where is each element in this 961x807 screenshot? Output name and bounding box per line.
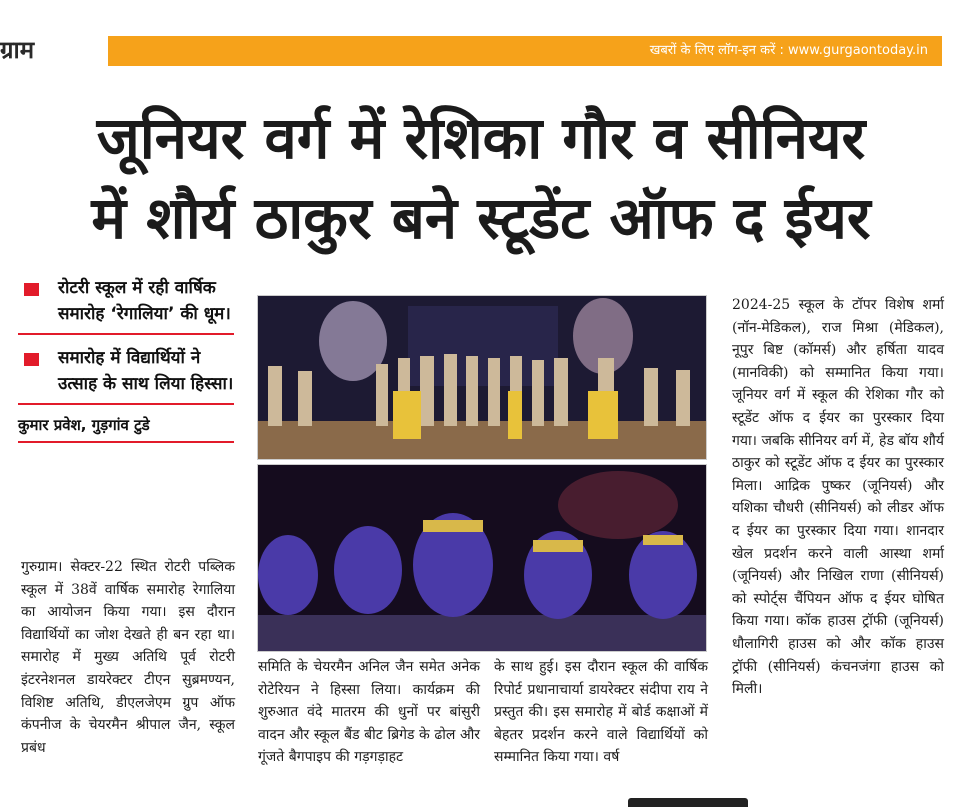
- masthead-band: [108, 36, 942, 66]
- highlights-box: [18, 275, 234, 443]
- red-bullet-icon: [24, 353, 39, 366]
- event-photo-stage: [257, 295, 707, 460]
- login-url-text[interactable]: खबरों के लिए लॉग-इन करें : www.gurgaontoday.in: [649, 43, 928, 58]
- section-title: ग्राम: [0, 36, 35, 64]
- divider: [18, 403, 234, 405]
- headline: [10, 98, 952, 258]
- article-paragraph: के साथ हुई। इस दौरान स्कूल की वार्षिक रिपोर्ट प्रधानाचार्या डायरेक्टर संदीपा राय ने प्रस्तुत की। इस समारोह में बोर्ड कक्षाओं में बेहतर प्रदर्शन करने वाले विद्यार्थियों को सम्मानित किया गया। वर्ष: [494, 659, 708, 766]
- stage-photo-illustration: [258, 296, 706, 459]
- divider: [18, 333, 234, 335]
- event-photo-dance: [257, 464, 707, 652]
- byline: कुमार प्रवेश, गुड़गांव टुडे: [18, 416, 150, 434]
- headline-line-1: जूनियर वर्ग में रेशिका गौर व सीनियर: [96, 104, 866, 172]
- article-column-1: [21, 556, 235, 759]
- red-bullet-icon: [24, 283, 39, 296]
- highlight-item: [18, 275, 234, 327]
- cutoff-next-headline: [628, 798, 748, 807]
- highlight-text: रोटरी स्कूल में रही वार्षिक समारोह ‘रेगालिया’ की धूम।: [58, 278, 231, 324]
- article-column-4: [732, 294, 944, 701]
- dance-photo-illustration: [258, 465, 706, 651]
- article-paragraph: 2024-25 स्कूल के टॉपर विशेष शर्मा (नॉन-मेडिकल), राज मिश्रा (मेडिकल), नूपुर बिष्ट (कॉमर्स) और हर्षिता यादव (मानविकी) को सम्मानित किया गया। जूनियर वर्ग में स्कूल की रेशिका गौर को स्टूडेंट ऑफ द ईयर का पुरस्कार दिया गया। जबकि सीनियर वर्ग में, हेड बॉय शौर्य ठाकुर को स्टूडेंट ऑफ द ईयर का पुरस्कार मिला। आद्रिक पुष्कर (जूनियर्स) और यशिका चौधरी (सीनियर्स) को लीडर ऑफ द ईयर का पुरस्कार दिया गया। शानदार खेल प्रदर्शन करने वाली आस्था शर्मा (जूनियर्स) और निखिल राणा (सीनियर्स) को स्पोर्ट्स चैंपियन ऑफ द ईयर घोषित किया गया। कॉक हाउस ट्रॉफी (जूनियर्स) धौलागिरी हाउस को और कॉक हाउस ट्रॉफी (सीनियर्स) कंचनजंगा हाउस को मिली।: [732, 297, 944, 698]
- highlight-text: समारोह में विद्यार्थियों ने उत्साह के साथ लिया हिस्सा।: [58, 348, 234, 394]
- article-column-3: [494, 656, 708, 769]
- headline-line-2: में शौर्य ठाकुर बने स्टूडेंट ऑफ द ईयर: [91, 184, 871, 252]
- article-paragraph: समिति के चेयरमैन अनिल जैन समेत अनेक रोटेरियन ने हिस्सा लिया। कार्यक्रम की शुरुआत वंदे मातरम की धुनों पर बांसुरी वादन और स्कूल बैंड बीट ब्रिगेड के ढोल और गूंजते बैगपाइप की गड़गड़ाहट: [258, 659, 480, 766]
- article-column-2: [258, 656, 480, 769]
- article-paragraph: गुरुग्राम। सेक्टर-22 स्थित रोटरी पब्लिक स्कूल में 38वें वार्षिक समारोह रेगालिया का आयोजन किया गया। इस दौरान विद्यार्थियों का जोश देखते ही बन रहा था। समारोह में मुख्य अतिथि पूर्व रोटरी इंटरनेशनल डायरेक्टर टीएन सुब्रमण्यन, विशिष्ट अतिथि, डीएलजेएम ग्रुप ऑफ कंपनीज के चेयरमैन श्रीपाल जैन, स्कूल प्रबंध: [21, 559, 235, 756]
- highlight-item: [18, 345, 234, 397]
- divider: [18, 441, 234, 443]
